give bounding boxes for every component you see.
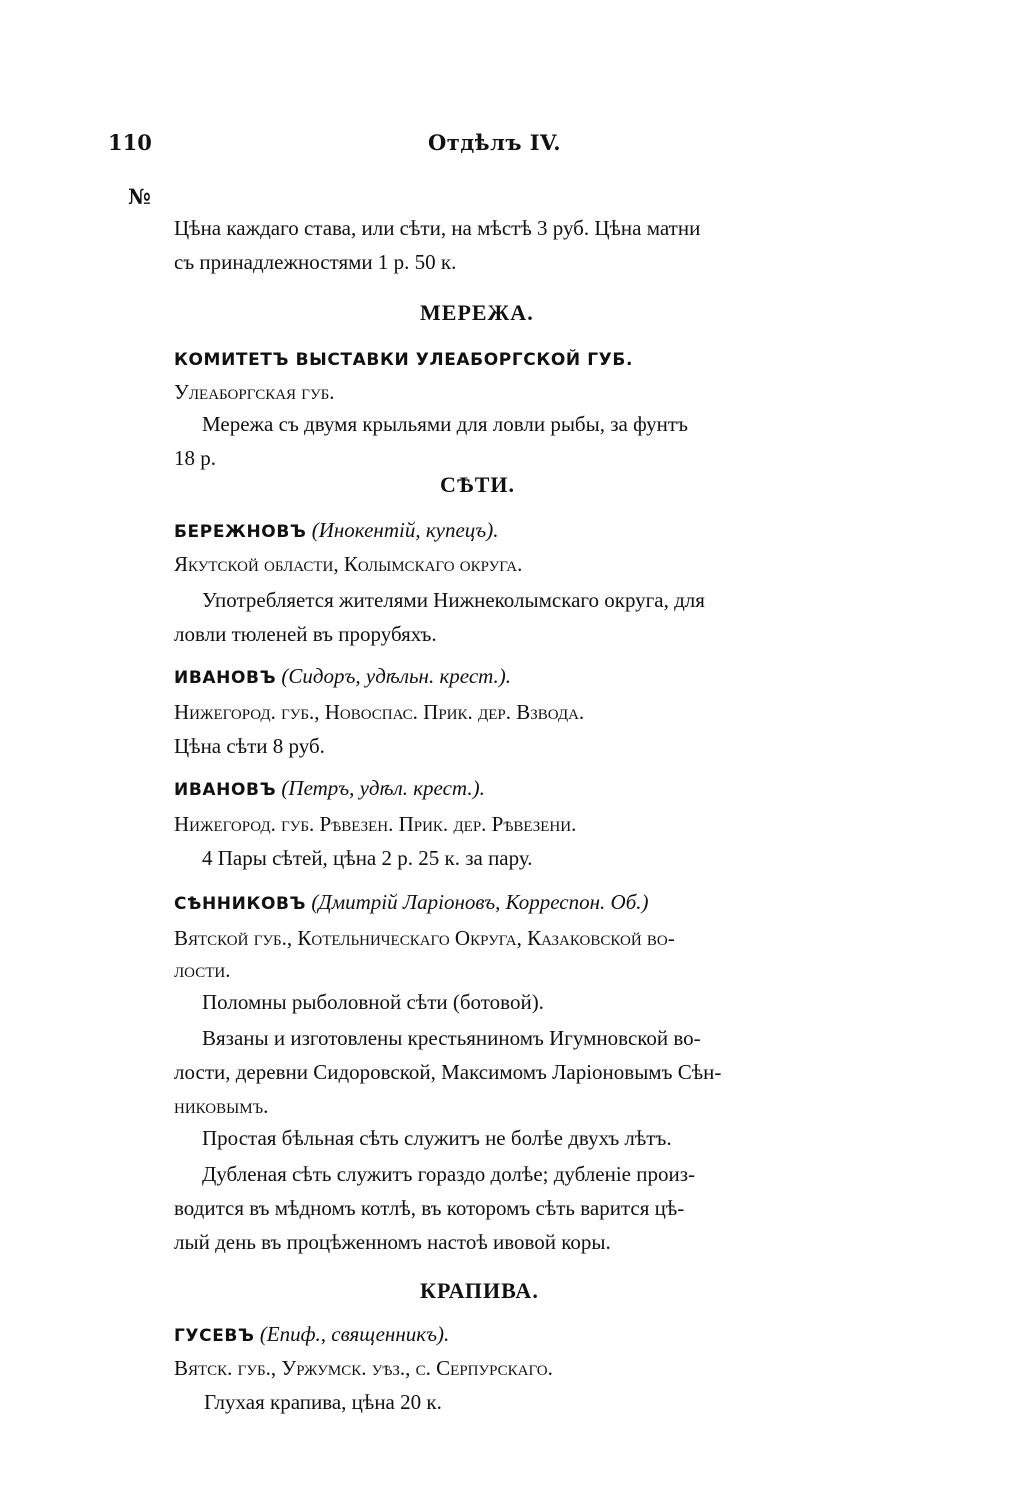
item-description: 4 Пары сѣтей, цѣна 2 р. 25 к. за пару.	[202, 846, 533, 870]
exhibitor-entry	[174, 518, 498, 543]
exhibitor-name: ГУСЕВЪ	[174, 1326, 255, 1346]
item-description: никовымъ.	[174, 1094, 269, 1118]
exhibitor-qualifier: (Инокентій, купецъ).	[311, 518, 499, 542]
section-heading-seti: СѢТИ.	[440, 472, 515, 497]
section-heading-krapiva: КРАПИВА.	[420, 1278, 539, 1303]
item-description: Употребляется жителями Нижнеколымскаго округа, для	[202, 588, 705, 612]
exhibitor-name: БЕРЕЖНОВЪ	[174, 522, 307, 542]
item-description: Простая бѣльная сѣть служитъ не болѣе двухъ лѣтъ.	[202, 1126, 672, 1150]
intro-line-2: съ принадлежностями 1 р. 50 к.	[174, 250, 457, 274]
item-description: Глухая крапива, цѣна 20 к.	[204, 1390, 442, 1414]
intro-line-1: Цѣна каждаго става, или сѣти, на мѣстѣ 3 руб. Цѣна матни	[174, 216, 701, 240]
exhibitor-entry	[174, 890, 649, 915]
exhibitor-location: Вятской губ., Котельническаго Округа, Казаковской во-	[174, 926, 675, 950]
number-sign: №	[128, 184, 151, 209]
item-description: ловли тюленей въ прорубяхъ.	[174, 622, 437, 646]
exhibitor-qualifier: (Епиф., священникъ).	[259, 1322, 450, 1346]
exhibitor-entry	[174, 664, 511, 689]
item-description: Дубленая сѣть служитъ гораздо долѣе; дубленіе произ-	[202, 1162, 695, 1186]
exhibitor-location: Нижегород. губ., Новоспас. Прик. дер. Взвода.	[174, 700, 585, 724]
exhibitor-entry	[174, 776, 485, 801]
exhibitor-qualifier: (Сидоръ, удѣльн. крест.).	[281, 664, 512, 688]
exhibitor-location: Нижегород. губ. Рѣвезен. Прик. дер. Рѣвезени.	[174, 812, 577, 836]
item-description: водится въ мѣдномъ котлѣ, въ которомъ сѣть варится цѣ-	[174, 1196, 685, 1220]
item-description: Поломны рыболовной сѣти (ботовой).	[202, 990, 544, 1014]
exhibitor-name: ИВАНОВЪ	[174, 668, 277, 688]
exhibitor-name: ИВАНОВЪ	[174, 780, 277, 800]
exhibitor-qualifier: (Дмитрій Ларіоновъ, Корреспон. Об.)	[311, 890, 649, 914]
running-head: Отдѣлъ IV.	[428, 130, 562, 155]
exhibitor-entry	[174, 1322, 449, 1347]
exhibitor-location: лости.	[174, 958, 231, 982]
item-description: 18 р.	[174, 446, 216, 470]
exhibitor-name: СѢННИКОВЪ	[174, 894, 307, 914]
exhibitor-location: Якутской области, Колымскаго округа.	[174, 552, 523, 576]
item-description: Мережа съ двумя крыльями для ловли рыбы, за фунтъ	[202, 412, 688, 436]
page-number: 110	[108, 130, 152, 155]
item-description: Вязаны и изготовлены крестьяниномъ Игумновской во-	[202, 1026, 701, 1050]
item-description: Цѣна сѣти 8 руб.	[174, 734, 325, 758]
exhibitor-location: Улеаборгская губ.	[174, 380, 335, 404]
section-heading-merezha: МЕРЕЖА.	[420, 300, 534, 325]
exhibitor-name: КОМИТЕТЪ ВЫСТАВКИ УЛЕАБОРГСКОЙ ГУБ.	[174, 350, 634, 370]
exhibitor-location: Вятск. губ., Уржумск. уѣз., с. Серпурскаго.	[174, 1356, 553, 1380]
item-description: лый день въ процѣженномъ настоѣ ивовой коры.	[174, 1230, 611, 1254]
item-description: лости, деревни Сидоровской, Максимомъ Ларіоновымъ Сѣн-	[174, 1060, 722, 1084]
exhibitor-qualifier: (Петръ, удѣл. крест.).	[281, 776, 485, 800]
